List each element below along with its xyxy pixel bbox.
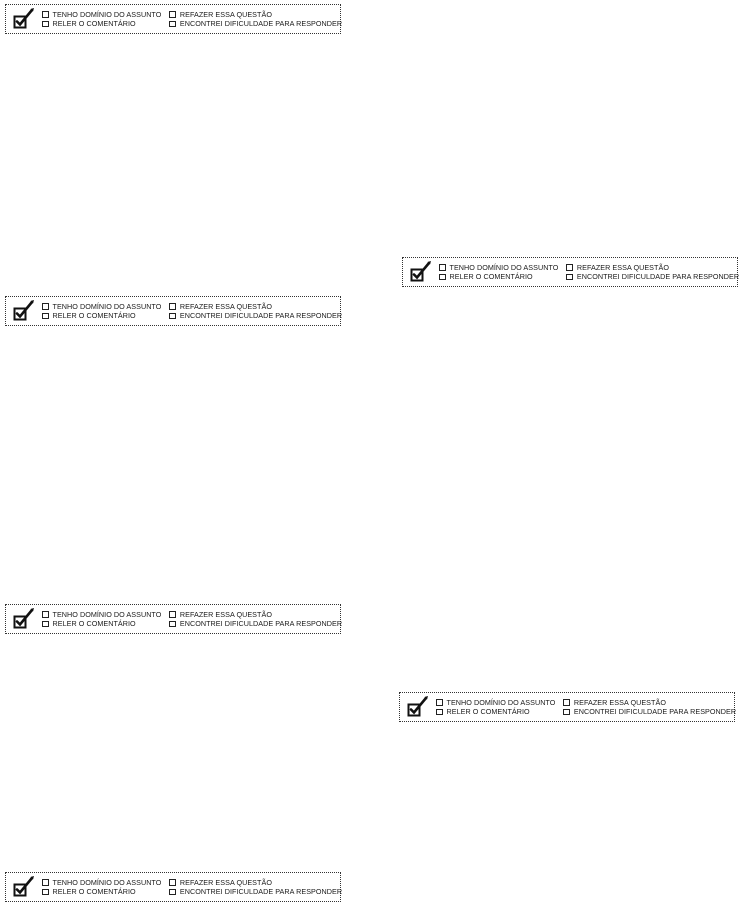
option-reler-comentario[interactable] bbox=[436, 707, 555, 717]
checkbox[interactable] bbox=[566, 274, 573, 281]
checkbox[interactable] bbox=[42, 303, 49, 310]
option-reler-comentario[interactable] bbox=[42, 619, 161, 629]
option-label: TENHO DOMÍNIO DO ASSUNTO bbox=[52, 301, 162, 311]
checkbox[interactable] bbox=[169, 11, 176, 18]
option-reler-comentario[interactable] bbox=[439, 272, 558, 282]
checkbox[interactable] bbox=[566, 264, 573, 271]
checkbox-pen-icon bbox=[406, 695, 430, 719]
checkbox[interactable] bbox=[439, 274, 446, 281]
option-label: TENHO DOMÍNIO DO ASSUNTO bbox=[52, 609, 162, 619]
checkbox[interactable] bbox=[169, 889, 176, 896]
self-assessment-box bbox=[5, 4, 341, 34]
option-tenho-dominio[interactable] bbox=[436, 698, 555, 708]
option-tenho-dominio[interactable] bbox=[42, 10, 161, 20]
option-refazer-questao[interactable] bbox=[169, 10, 342, 20]
self-assessment-box bbox=[5, 872, 341, 902]
option-refazer-questao[interactable] bbox=[169, 878, 342, 888]
checkbox[interactable] bbox=[42, 621, 49, 628]
checkbox-pen-icon bbox=[12, 299, 36, 323]
option-encontrei-dificuldade[interactable] bbox=[169, 311, 342, 321]
option-label: RELER O COMENTÁRIO bbox=[52, 619, 136, 628]
checkbox[interactable] bbox=[169, 303, 176, 310]
assessment-options bbox=[42, 610, 342, 629]
checkbox[interactable] bbox=[42, 11, 49, 18]
checkbox[interactable] bbox=[563, 699, 570, 706]
checkbox[interactable] bbox=[42, 889, 49, 896]
option-encontrei-dificuldade[interactable] bbox=[563, 707, 736, 717]
option-label: RELER O COMENTÁRIO bbox=[449, 272, 533, 281]
option-label: REFAZER ESSA QUESTÃO bbox=[179, 609, 272, 619]
option-label: RELER O COMENTÁRIO bbox=[446, 707, 530, 716]
assessment-options bbox=[42, 302, 342, 321]
option-label: REFAZER ESSA QUESTÃO bbox=[179, 9, 272, 19]
option-refazer-questao[interactable] bbox=[563, 698, 736, 708]
option-encontrei-dificuldade[interactable] bbox=[169, 619, 342, 629]
self-assessment-box bbox=[399, 692, 735, 722]
checkbox-pen-icon bbox=[12, 875, 36, 899]
option-label: TENHO DOMÍNIO DO ASSUNTO bbox=[52, 9, 162, 19]
checkbox[interactable] bbox=[42, 611, 49, 618]
option-label: RELER O COMENTÁRIO bbox=[52, 311, 136, 320]
option-refazer-questao[interactable] bbox=[169, 302, 342, 312]
checkbox[interactable] bbox=[436, 699, 443, 706]
option-tenho-dominio[interactable] bbox=[439, 263, 558, 273]
checkbox[interactable] bbox=[169, 879, 176, 886]
checkbox-pen-icon bbox=[12, 7, 36, 31]
checkbox-pen-icon bbox=[409, 260, 433, 284]
option-label: TENHO DOMÍNIO DO ASSUNTO bbox=[446, 697, 556, 707]
option-label: ENCONTREI DIFICULDADE PARA RESPONDER bbox=[576, 272, 740, 281]
checkbox[interactable] bbox=[169, 313, 176, 320]
option-tenho-dominio[interactable] bbox=[42, 878, 161, 888]
option-label: REFAZER ESSA QUESTÃO bbox=[179, 301, 272, 311]
option-encontrei-dificuldade[interactable] bbox=[169, 887, 342, 897]
option-label: RELER O COMENTÁRIO bbox=[52, 887, 136, 896]
option-label: ENCONTREI DIFICULDADE PARA RESPONDER bbox=[573, 707, 737, 716]
option-reler-comentario[interactable] bbox=[42, 19, 161, 29]
self-assessment-box bbox=[5, 604, 341, 634]
assessment-options bbox=[436, 698, 736, 717]
option-reler-comentario[interactable] bbox=[42, 311, 161, 321]
option-label: ENCONTREI DIFICULDADE PARA RESPONDER bbox=[179, 311, 343, 320]
option-label: REFAZER ESSA QUESTÃO bbox=[179, 877, 272, 887]
option-label: TENHO DOMÍNIO DO ASSUNTO bbox=[449, 262, 559, 272]
checkbox[interactable] bbox=[436, 709, 443, 716]
checkbox[interactable] bbox=[439, 264, 446, 271]
assessment-options bbox=[42, 878, 342, 897]
checkbox[interactable] bbox=[169, 621, 176, 628]
option-label: REFAZER ESSA QUESTÃO bbox=[576, 262, 669, 272]
checkbox[interactable] bbox=[42, 313, 49, 320]
option-label: ENCONTREI DIFICULDADE PARA RESPONDER bbox=[179, 887, 343, 896]
option-reler-comentario[interactable] bbox=[42, 887, 161, 897]
option-encontrei-dificuldade[interactable] bbox=[566, 272, 739, 282]
option-tenho-dominio[interactable] bbox=[42, 610, 161, 620]
option-encontrei-dificuldade[interactable] bbox=[169, 19, 342, 29]
assessment-options bbox=[42, 10, 342, 29]
checkbox[interactable] bbox=[563, 709, 570, 716]
option-label: ENCONTREI DIFICULDADE PARA RESPONDER bbox=[179, 619, 343, 628]
option-label: ENCONTREI DIFICULDADE PARA RESPONDER bbox=[179, 19, 343, 28]
checkbox[interactable] bbox=[42, 879, 49, 886]
option-refazer-questao[interactable] bbox=[169, 610, 342, 620]
checkbox[interactable] bbox=[169, 611, 176, 618]
checkbox[interactable] bbox=[169, 21, 176, 28]
option-label: REFAZER ESSA QUESTÃO bbox=[573, 697, 666, 707]
self-assessment-box bbox=[402, 257, 738, 287]
assessment-options bbox=[439, 263, 739, 282]
option-label: TENHO DOMÍNIO DO ASSUNTO bbox=[52, 877, 162, 887]
option-tenho-dominio[interactable] bbox=[42, 302, 161, 312]
option-label: RELER O COMENTÁRIO bbox=[52, 19, 136, 28]
self-assessment-box bbox=[5, 296, 341, 326]
checkbox-pen-icon bbox=[12, 607, 36, 631]
option-refazer-questao[interactable] bbox=[566, 263, 739, 273]
checkbox[interactable] bbox=[42, 21, 49, 28]
